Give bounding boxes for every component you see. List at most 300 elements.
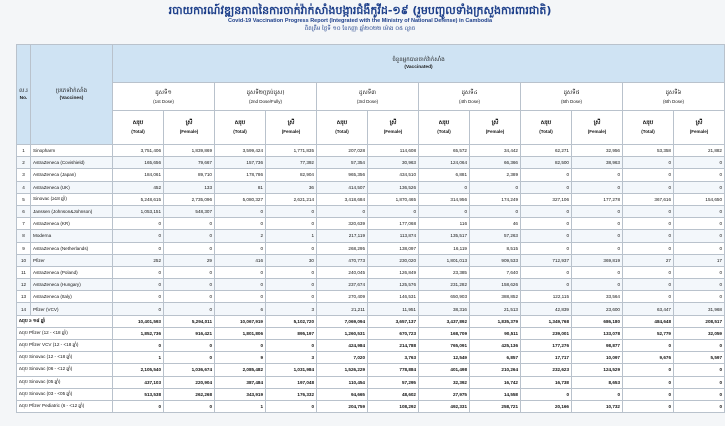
row-value: 79,667 [164,157,215,169]
table-row [17,193,725,205]
dose-header-row [17,83,725,111]
row-value: 0 [572,218,623,230]
row-value: 0 [113,266,164,278]
row-value: 89,710 [164,169,215,181]
table-row [17,254,725,266]
total-label-kh: សរុប [132,120,144,126]
row-value: 122,115 [521,291,572,303]
row-value: 965,356 [317,169,368,181]
vaccinated-kh: ចំនួនអ្នកបានចាក់វ៉ាក់សាំង [392,57,445,63]
row-value: 133 [164,181,215,193]
row-number: 3 [17,169,31,181]
summary-value: 0 [623,364,674,376]
summary-value: 0 [572,388,623,400]
row-value: 177,068 [368,218,419,230]
summary-value: 176,332 [266,388,317,400]
row-value: 138,097 [368,242,419,254]
summary-value: 484,648 [623,315,674,327]
row-value: 0 [623,291,674,303]
row-value: 0 [623,181,674,193]
row-value: 0 [215,279,266,291]
row-value: 57,354 [317,157,368,169]
sex-header-row [17,111,725,145]
table-row [17,157,725,169]
row-value: 0 [164,279,215,291]
row-value: 3 [266,303,317,315]
summary-value: 262,268 [164,388,215,400]
table-row [17,266,725,278]
row-value: 21,513 [470,303,521,315]
summary-value: 1,526,229 [317,364,368,376]
total-header [317,111,368,145]
summary-value: 3,763 [368,352,419,364]
row-value: 6 [215,303,266,315]
female-header [674,111,725,145]
vaccine-name: AstraZeneca (Hungary) [31,279,113,291]
row-value: 0 [470,205,521,217]
row-value: 17 [674,254,725,266]
row-number: 10 [17,254,31,266]
summary-value: 765,091 [419,340,470,352]
row-value: 146,531 [368,291,419,303]
summary-value: 14,558 [470,388,521,400]
row-value: 240,045 [317,266,368,278]
report-header [0,4,720,33]
summary-name: សរុប Sinovac (03 - <05 ឆ្នាំ) [17,388,113,400]
col-vaccine-kh: ប្រភេទវ៉ាក់សាំង [55,88,88,94]
row-value: 0 [623,266,674,278]
row-value: 1,839,869 [164,145,215,157]
summary-value: 27,975 [419,388,470,400]
row-value: 0 [215,291,266,303]
dose-label-kh: ដូសទី១ [155,89,172,96]
table-row [17,181,725,193]
summary-value: 108,292 [368,400,419,412]
col-no-en: No. [19,96,28,101]
dose-label-en: (4th Dose) [458,98,480,104]
summary-value: 0 [674,364,725,376]
row-value: 0 [317,205,368,217]
summary-value: 10,067,919 [215,315,266,327]
row-value: 66,366 [470,157,521,169]
row-value: 158,626 [470,279,521,291]
dose-label-kh: ដូសទី៤ [461,89,478,96]
row-value: 0 [623,230,674,242]
summary-value: 214,788 [368,340,419,352]
female-label-en: (Female) [689,129,709,134]
summary-value: 0 [164,400,215,412]
female-label-kh: ស្រី [389,120,397,126]
summary-value: 0 [266,400,317,412]
row-number: 4 [17,181,31,193]
summary-row [17,340,725,352]
row-value: 1,053,151 [113,205,164,217]
row-value: 0 [368,205,419,217]
row-value: 38,316 [419,303,470,315]
total-header [419,111,470,145]
row-value: 388,852 [470,291,521,303]
vaccine-name: Sinovac (≥18 ឆ្នាំ) [31,193,113,205]
row-value: 0 [215,218,266,230]
row-value: 5,080,327 [215,193,266,205]
row-value: 27 [623,254,674,266]
summary-value: 5,102,720 [266,315,317,327]
row-value: 65,572 [419,145,470,157]
summary-value: 204,759 [317,400,368,412]
summary-value: 208,517 [674,315,725,327]
row-number: 7 [17,218,31,230]
row-value: 0 [113,242,164,254]
row-value: 909,533 [470,254,521,266]
row-value: 0 [266,242,317,254]
row-value: 33,564 [572,291,623,303]
summary-value: 0 [623,340,674,352]
summary-name: សរុប ≥ ១៨ ឆ្នាំ [17,315,113,327]
row-value: 23,385 [419,266,470,278]
row-value: 31,968 [674,303,725,315]
vaccination-table [16,44,725,413]
total-header [623,111,674,145]
summary-value: 0 [164,340,215,352]
total-label-en: (Total) [335,129,349,134]
summary-value: 90,511 [470,327,521,339]
row-number: 2 [17,157,31,169]
summary-value: 0 [674,400,725,412]
total-header [521,111,572,145]
row-value: 114,608 [368,145,419,157]
row-value: 16,119 [419,242,470,254]
summary-value: 8,653 [572,376,623,388]
row-value: 21,211 [317,303,368,315]
summary-value: 7,069,094 [317,315,368,327]
row-value: 231,282 [419,279,470,291]
row-value: 23,600 [572,303,623,315]
row-value: 0 [674,266,725,278]
row-value: 270,409 [317,291,368,303]
row-value: 0 [164,242,215,254]
summary-value: 220,904 [164,376,215,388]
summary-name: សរុប Pfizer Pediatric (6 - <12 ឆ្នាំ) [17,400,113,412]
summary-value: 387,484 [215,376,266,388]
summary-value: 124,529 [572,364,623,376]
summary-name: សរុប Pfizer (12 - <18 ឆ្នាំ) [17,327,113,339]
vaccine-name: AstraZeneca (UK) [31,181,113,193]
report-title-en: Covid-19 Vaccination Progress Report (Integrated with the Ministry of National Defense) in Cambodia [227,18,493,24]
row-number: 8 [17,230,31,242]
summary-value: 16,738 [521,376,572,388]
row-value: 0 [215,242,266,254]
row-value: 0 [266,291,317,303]
table-row [17,145,725,157]
female-header [164,111,215,145]
row-value: 0 [674,291,725,303]
row-value: 63,447 [623,303,674,315]
female-label-kh: ស្រី [695,120,703,126]
row-value: 0 [623,218,674,230]
table-row [17,303,725,315]
row-value: 3,751,406 [113,145,164,157]
total-header [113,111,164,145]
female-label-en: (Female) [383,129,403,134]
row-value: 0 [470,181,521,193]
row-value: 136,526 [368,181,419,193]
row-value: 0 [521,169,572,181]
female-label-en: (Female) [281,129,301,134]
total-label-en: (Total) [131,129,145,134]
row-value: 314,956 [419,193,470,205]
row-value: 2,621,214 [266,193,317,205]
summary-value: 239,001 [521,327,572,339]
summary-value: 1,835,379 [470,315,521,327]
summary-value: 232,623 [521,364,572,376]
female-label-en: (Female) [587,129,607,134]
dose-label-kh: ដូសទី២(គ្រប់ដូស) [246,89,285,96]
female-label-kh: ស្រី [593,120,601,126]
summary-value: 1,260,531 [317,327,368,339]
row-value: 0 [266,266,317,278]
row-value: 712,937 [521,254,572,266]
summary-value: 3,657,137 [368,315,419,327]
row-value: 0 [572,279,623,291]
table-row [17,230,725,242]
row-number: 9 [17,242,31,254]
row-value: 157,736 [215,157,266,169]
summary-value: 492,331 [419,400,470,412]
summary-value: 177,276 [521,340,572,352]
total-label-kh: សរុប [234,120,246,126]
female-header [368,111,419,145]
summary-value: 513,538 [113,388,164,400]
row-value: 2 [215,230,266,242]
vaccine-name: Pfizer (VCV) [31,303,113,315]
dose-label-en: (6th Dose) [662,98,684,104]
summary-value: 670,723 [368,327,419,339]
vaccine-name: AstraZeneca (Poland) [31,266,113,278]
row-value: 116 [419,218,470,230]
row-value: 0 [215,266,266,278]
row-value: 0 [674,279,725,291]
female-label-kh: ស្រី [287,120,295,126]
row-value: 0 [419,205,470,217]
summary-value: 0 [521,388,572,400]
report-title-kh: របាយការណ៍វឌ្ឍនភាពនៃការចាក់វ៉ាក់សាំងបង្ការជំងឺកូវីដ-១៩ (រួមបញ្ចូលទាំងក្រសួងការពារជាតិ) [168,4,552,17]
row-value: 184,061 [113,169,164,181]
row-value: 0 [521,266,572,278]
row-value: 0 [674,230,725,242]
row-value: 0 [623,242,674,254]
summary-value: 6,857 [470,352,521,364]
row-value: 57,263 [470,230,521,242]
row-value: 230,020 [368,254,419,266]
row-value: 268,295 [317,242,368,254]
col-vaccine-header [31,45,113,145]
row-value: 369,819 [572,254,623,266]
summary-value: 9 [215,352,266,364]
row-value: 46 [470,218,521,230]
summary-value: 1,852,736 [113,327,164,339]
col-vaccine-en: (Vaccines) [59,96,84,101]
female-label-kh: ស្រី [491,120,499,126]
row-value: 367,616 [623,193,674,205]
row-value: 1,801,013 [419,254,470,266]
row-value: 2,735,096 [164,193,215,205]
row-value: 0 [521,205,572,217]
summary-row [17,388,725,400]
row-value: 3,418,684 [317,193,368,205]
summary-value: 3,437,892 [419,315,470,327]
female-header [266,111,317,145]
summary-row [17,376,725,388]
total-label-en: (Total) [641,129,655,134]
row-value: 82,500 [521,157,572,169]
vaccine-name: AstraZeneca (KR) [31,218,113,230]
table-row [17,205,725,217]
vaccine-name: AstraZeneca (Italy) [31,291,113,303]
row-value: 452 [113,181,164,193]
row-value: 177,278 [572,193,623,205]
summary-value: 52,779 [623,327,674,339]
summary-value: 2,085,482 [215,364,266,376]
report-date: ពិតត្រឹម ថ្ងៃទី ១០ ខែកញ្ញា ឆ្នាំ២០២២ ម៉ោង ០៥ ល្ងាច [304,26,416,32]
summary-value: 0 [113,400,164,412]
row-value: 237,674 [317,279,368,291]
row-value: 77,392 [266,157,317,169]
table-row [17,291,725,303]
summary-value: 16,742 [470,376,521,388]
summary-value: 12,549 [419,352,470,364]
row-value: 53,358 [623,145,674,157]
row-number: 1 [17,145,31,157]
summary-value: 425,136 [470,340,521,352]
female-header [572,111,623,145]
total-label-en: (Total) [233,129,247,134]
col-no-header [17,45,31,145]
row-value: 0 [266,279,317,291]
row-value: 135,517 [419,230,470,242]
row-value: 434,510 [368,169,419,181]
row-value: 0 [215,205,266,217]
row-value: 81 [215,181,266,193]
row-value: 3,599,424 [215,145,266,157]
row-value: 30,963 [368,157,419,169]
row-value: 2,389 [470,169,521,181]
row-value: 0 [674,242,725,254]
summary-value: 778,884 [368,364,419,376]
dose-header-5 [521,83,623,111]
row-value: 1 [266,230,317,242]
row-value: 0 [164,230,215,242]
total-label-kh: សរុប [438,120,450,126]
row-value: 0 [113,218,164,230]
row-value: 11,951 [368,303,419,315]
summary-value: 210,264 [470,364,521,376]
dose-label-kh: ដូសទី៦ [665,89,682,96]
summary-value: 258,721 [470,400,521,412]
row-value: 470,773 [317,254,368,266]
summary-value: 5,597 [674,352,725,364]
row-value: 0 [521,181,572,193]
summary-row [17,352,725,364]
summary-value: 916,421 [164,327,215,339]
row-value: 21,882 [674,145,725,157]
row-value: 0 [113,230,164,242]
vaccine-name: Sinopharm [31,145,113,157]
summary-value: 98,877 [572,340,623,352]
summary-value: 0 [674,340,725,352]
summary-value: 0 [623,400,674,412]
summary-value: 0 [215,340,266,352]
row-value: 0 [164,291,215,303]
row-value: 8,515 [470,242,521,254]
col-no-kh: ល.រ [19,88,28,94]
summary-value: 0 [164,352,215,364]
summary-value: 686,180 [572,315,623,327]
row-value: 0 [674,157,725,169]
row-value: 34,442 [470,145,521,157]
row-value: 0 [572,205,623,217]
summary-value: 110,454 [317,376,368,388]
row-value: 1,771,835 [266,145,317,157]
row-value: 207,028 [317,145,368,157]
row-value: 0 [572,181,623,193]
row-value: 0 [623,279,674,291]
row-value: 165,656 [113,157,164,169]
row-value: 29 [164,254,215,266]
row-value: 0 [521,242,572,254]
row-value: 125,576 [368,279,419,291]
row-value: 154,650 [674,193,725,205]
dose-label-en: (5th Dose) [560,98,582,104]
summary-value: 57,295 [368,376,419,388]
summary-value: 168,709 [419,327,470,339]
dose-header-4 [419,83,521,111]
summary-name: សរុប Pfizer VCV (12 - <18 ឆ្នាំ) [17,340,113,352]
total-label-en: (Total) [539,129,553,134]
summary-name: សរុប Sinovac (06 - <12 ឆ្នាំ) [17,364,113,376]
summary-value: 1,349,768 [521,315,572,327]
row-value: 62,271 [521,145,572,157]
summary-value: 32,392 [419,376,470,388]
table-body [17,145,725,413]
row-value: 0 [113,303,164,315]
summary-value: 437,103 [113,376,164,388]
total-label-kh: សរុប [642,120,654,126]
row-number: 6 [17,205,31,217]
total-label-en: (Total) [437,129,451,134]
table-row [17,279,725,291]
summary-value: 1 [215,400,266,412]
summary-value: 0 [623,388,674,400]
summary-value: 48,602 [368,388,419,400]
vaccine-name: Moderna [31,230,113,242]
dose-label-en: (3rd Dose) [356,98,379,104]
row-value: 6,881 [419,169,470,181]
row-value: 0 [164,266,215,278]
summary-value: 1 [113,352,164,364]
summary-value: 32,059 [674,327,725,339]
row-number: 5 [17,193,31,205]
table-row [17,169,725,181]
row-number: 13 [17,291,31,303]
row-value: 650,903 [419,291,470,303]
row-value: 548,307 [164,205,215,217]
vaccine-name: Janssen (Johnson&Johnson) [31,205,113,217]
row-value: 124,064 [419,157,470,169]
row-value: 0 [674,169,725,181]
summary-value: 9,676 [623,352,674,364]
dose-label-en: (1st Dose) [153,98,174,104]
summary-value: 343,919 [215,388,266,400]
